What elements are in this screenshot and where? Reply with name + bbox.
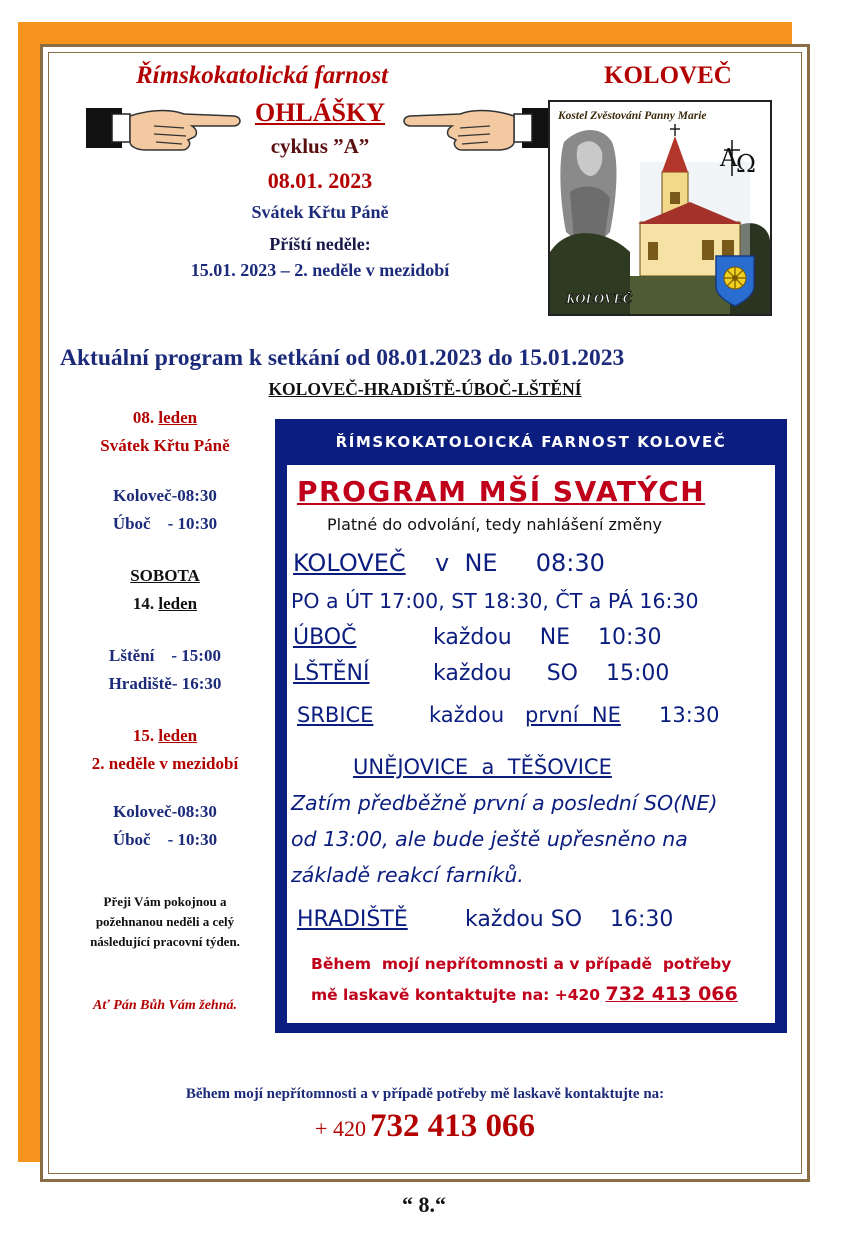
day3-heading: 15. leden bbox=[132, 726, 198, 745]
day3-name: 2. neděle v mezidobí bbox=[91, 754, 239, 773]
note-line-3: základě reakcí farníků. bbox=[291, 863, 524, 887]
announcements-title: OHLÁŠKY bbox=[254, 98, 386, 127]
next-sunday-info: 15.01. 2023 – 2. neděle v mezidobí bbox=[190, 260, 450, 280]
church-illustration-icon bbox=[550, 102, 770, 314]
day2-mass-lsteni: Lštění - 15:00 bbox=[109, 646, 221, 665]
absence-line-2: mě laskavě kontaktujte na: +420 732 413 066 bbox=[311, 983, 738, 1005]
hradiste-label: HRADIŠTĚ bbox=[297, 907, 408, 932]
liturgical-cycle: cyklus ”A” bbox=[270, 134, 370, 158]
mass-box-header: ŘÍMSKOKATOLOICKÁ FARNOST KOLOVEČ bbox=[335, 433, 727, 451]
parish-name: Římskokatolická farnost bbox=[136, 62, 389, 89]
footer-phone: + 420 732 413 066 bbox=[315, 1108, 535, 1144]
kolovec-time: v NE 08:30 bbox=[435, 549, 605, 577]
next-sunday-label: Příští neděle: bbox=[269, 234, 371, 254]
day2-mass-hradiste: Hradiště- 16:30 bbox=[108, 674, 222, 693]
pointing-hand-right-icon bbox=[84, 100, 244, 156]
mass-program-box bbox=[275, 419, 787, 1033]
srbice-time: 13:30 bbox=[659, 703, 720, 727]
unejovice-tesovice: UNĚJOVICE a TĚŠOVICE bbox=[353, 755, 612, 779]
lsteni-label: LŠTĚNÍ bbox=[293, 661, 370, 686]
mass-box-content bbox=[287, 465, 775, 1023]
day1-mass-kolovec: Koloveč-08:30 bbox=[113, 486, 217, 505]
srbice-label: SRBICE bbox=[297, 703, 374, 727]
svg-text:A: A bbox=[720, 144, 738, 172]
srbice-each: každou bbox=[429, 703, 505, 727]
uboc-label: ÚBOČ bbox=[293, 625, 357, 650]
blessing-text: Ať Pán Bůh Vám žehná. bbox=[93, 998, 237, 1013]
note-line-2: od 13:00, ale bude ještě upřesněno na bbox=[291, 827, 688, 851]
uboc-time: každou NE 10:30 bbox=[433, 625, 662, 650]
parish-place: KOLOVEČ bbox=[604, 62, 732, 89]
lsteni-time: každou SO 15:00 bbox=[433, 661, 670, 686]
day1-name: Svátek Křtu Páně bbox=[100, 436, 230, 455]
day3-mass-kolovec: Koloveč-08:30 bbox=[113, 802, 217, 821]
absence-phone: 732 413 066 bbox=[605, 983, 738, 1005]
pointing-hand-left-icon bbox=[400, 100, 560, 156]
mass-box-title: PROGRAM MŠÍ SVATÝCH bbox=[297, 475, 706, 508]
note-line-1: Zatím předběžně první a poslední SO(NE) bbox=[291, 791, 718, 815]
svg-text:Ω: Ω bbox=[736, 150, 756, 178]
wish-line-2: požehnanou neděli a celý bbox=[95, 914, 235, 929]
program-subtitle: KOLOVEČ-HRADIŠTĚ-ÚBOČ-LŠTĚNÍ bbox=[268, 379, 582, 399]
day2-name: SOBOTA bbox=[130, 566, 200, 585]
church-caption-top: Kostel Zvěstování Panny Marie bbox=[558, 110, 707, 122]
program-title: Aktuální program k setkání od 08.01.2023 do 15.01.2023 bbox=[60, 345, 625, 371]
day3-mass-uboc: Úboč - 10:30 bbox=[112, 830, 218, 849]
kolovec-label: KOLOVEČ bbox=[293, 549, 406, 577]
feast-name: Svátek Křtu Páně bbox=[251, 202, 389, 222]
mass-box-validity: Platné do odvolání, tedy nahlášení změny bbox=[327, 515, 662, 534]
weekday-times: PO a ÚT 17:00, ST 18:30, ČT a PÁ 16:30 bbox=[291, 589, 699, 613]
srbice-first: první NE bbox=[525, 703, 621, 727]
day2-heading: 14. leden bbox=[132, 594, 198, 613]
wish-line-1: Přeji Vám pokojnou a bbox=[103, 894, 227, 909]
absence-line-1: Během mojí nepřítomnosti a v případě potřeby bbox=[311, 955, 732, 973]
wish-line-3: následující pracovní týden. bbox=[90, 934, 240, 949]
day1-mass-uboc: Úboč - 10:30 bbox=[112, 514, 218, 533]
church-caption-bottom: KOLOVEČ bbox=[566, 292, 633, 307]
announcement-date: 08.01. 2023 bbox=[267, 168, 373, 193]
footer-contact-text: Během mojí nepřítomnosti a v případě potřeby mě laskavě kontaktujte na: bbox=[185, 1086, 665, 1102]
hradiste-time: každou SO 16:30 bbox=[465, 907, 674, 932]
day1-heading: 08. leden bbox=[132, 408, 198, 427]
page-number: “ 8.“ bbox=[402, 1192, 446, 1217]
church-image bbox=[548, 100, 772, 316]
